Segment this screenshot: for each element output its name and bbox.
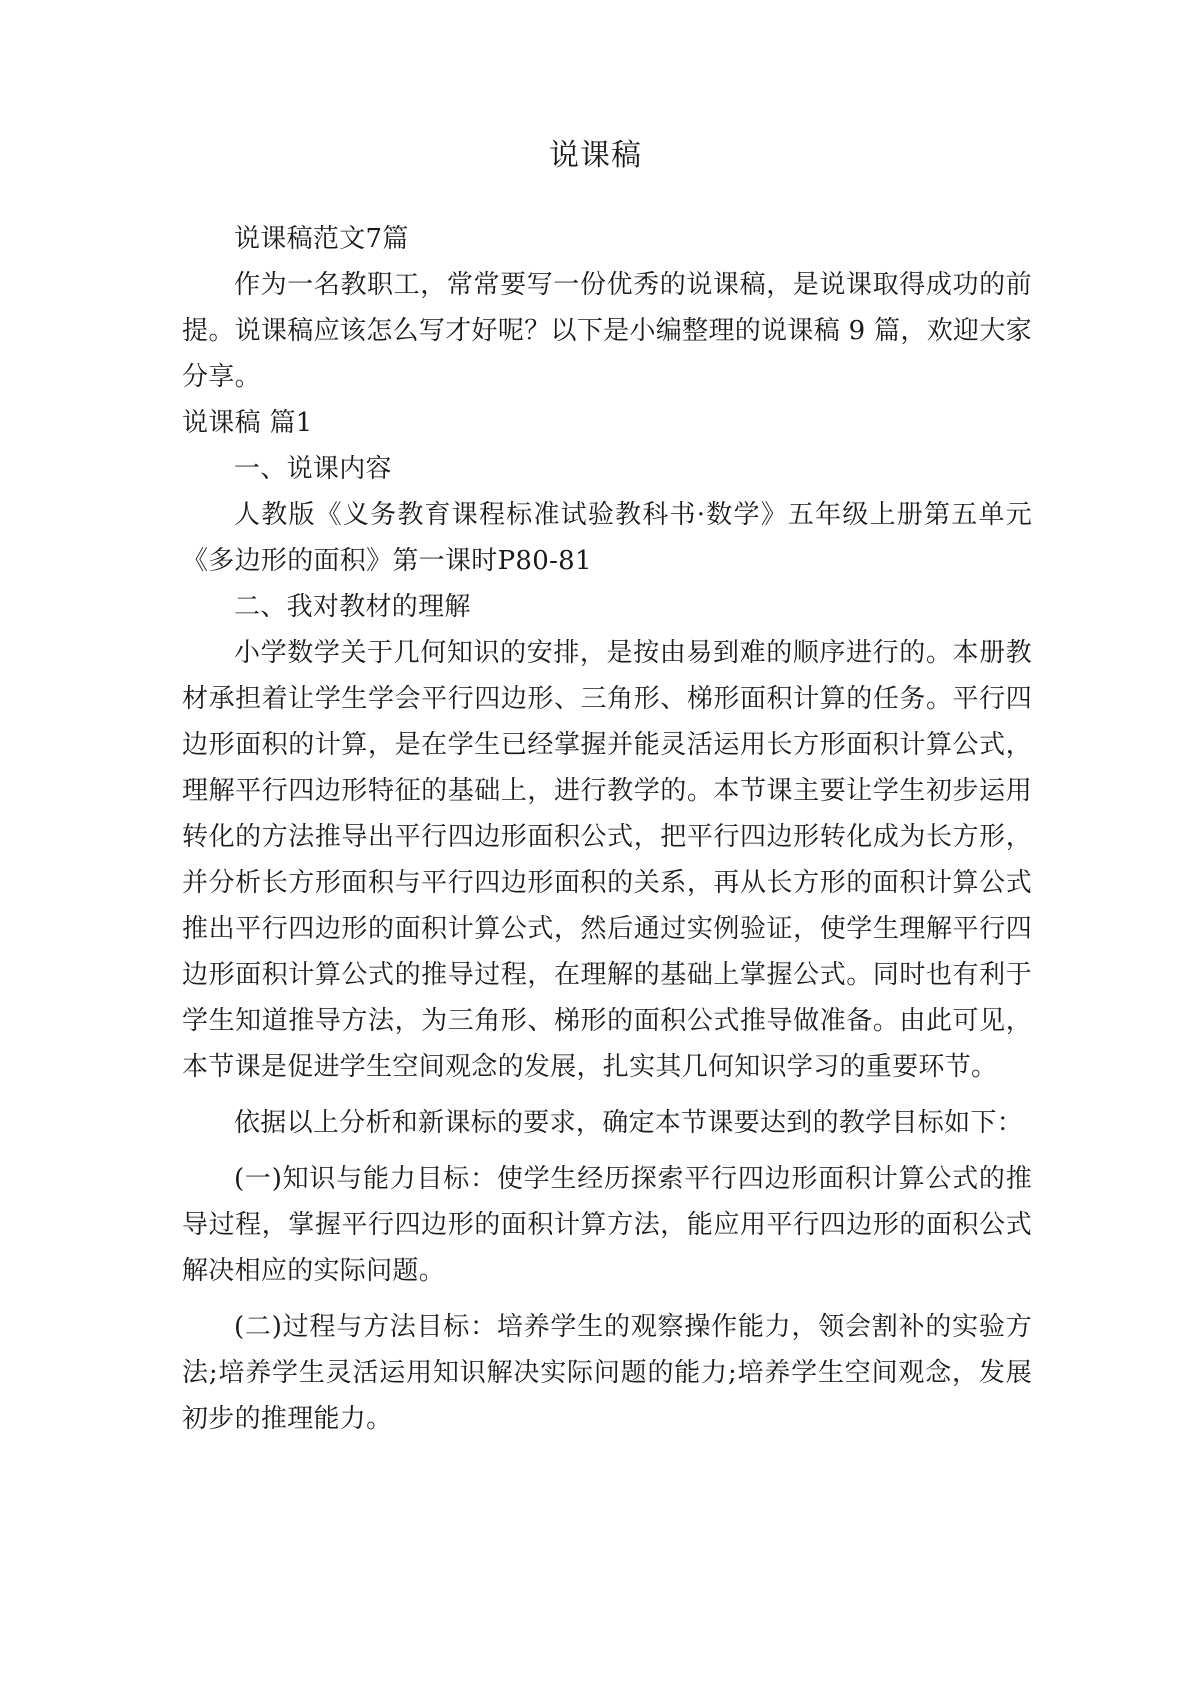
process-goal-paragraph: (二)过程与方法目标：培养学生的观察操作能力，领会割补的实验方法;培养学生灵活运用知识解决实际问题的能力;培养学生空间观念，发展初步的推理能力。 — [182, 1312, 1032, 1434]
subtitle-paragraph: 说课稿范文7篇 — [234, 224, 409, 254]
document-body — [182, 216, 1032, 1442]
section-heading: 说课稿 篇1 — [182, 408, 313, 438]
heading-lesson-content: 一、说课内容 — [234, 454, 392, 484]
lesson-content-paragraph: 人教版《义务教育课程标准试验教科书·数学》五年级上册第五单元《多边形的面积》第一课时P80-81 — [182, 500, 1032, 576]
document-title: 说课稿 — [549, 138, 642, 173]
knowledge-goal-paragraph: (一)知识与能力目标：使学生经历探索平行四边形面积计算公式的推导过程，掌握平行四边形的面积计算方法，能应用平行四边形的面积公式解决相应的实际问题。 — [182, 1164, 1032, 1286]
teaching-goals-intro-paragraph: 依据以上分析和新课标的要求，确定本节课要达到的教学目标如下： — [234, 1108, 1024, 1138]
textbook-understanding-paragraph: 小学数学关于几何知识的安排，是按由易到难的顺序进行的。本册教材承担着让学生学会平行四边形、三角形、梯形面积计算的任务。平行四边形面积的计算，是在学生已经掌握并能灵活运用长方形面积计算公式，理解平行四边形特征的基础上，进行教学的。本节课主要让学生初步运用转化的方法推导出平行四边形面积公式，把平行四边形转化成为长方形，并分析长方形面积与平行四边形面积的关系，再从长方形的面积计算公式推出平行四边形的面积计算公式，然后通过实例验证，使学生理解平行四边形面积计算公式的推导过程，在理解的基础上掌握公式。同时也有利于学生知道推导方法，为三角形、梯形的面积公式推导做准备。由此可见，本节课是促进学生空间观念的发展，扎实其几何知识学习的重要环节。 — [182, 638, 1032, 1082]
heading-textbook-understanding: 二、我对教材的理解 — [234, 592, 471, 622]
intro-paragraph: 作为一名教职工，常常要写一份优秀的说课稿，是说课取得成功的前提。说课稿应该怎么写才好呢？以下是小编整理的说课稿 9 篇，欢迎大家分享。 — [182, 270, 1032, 392]
